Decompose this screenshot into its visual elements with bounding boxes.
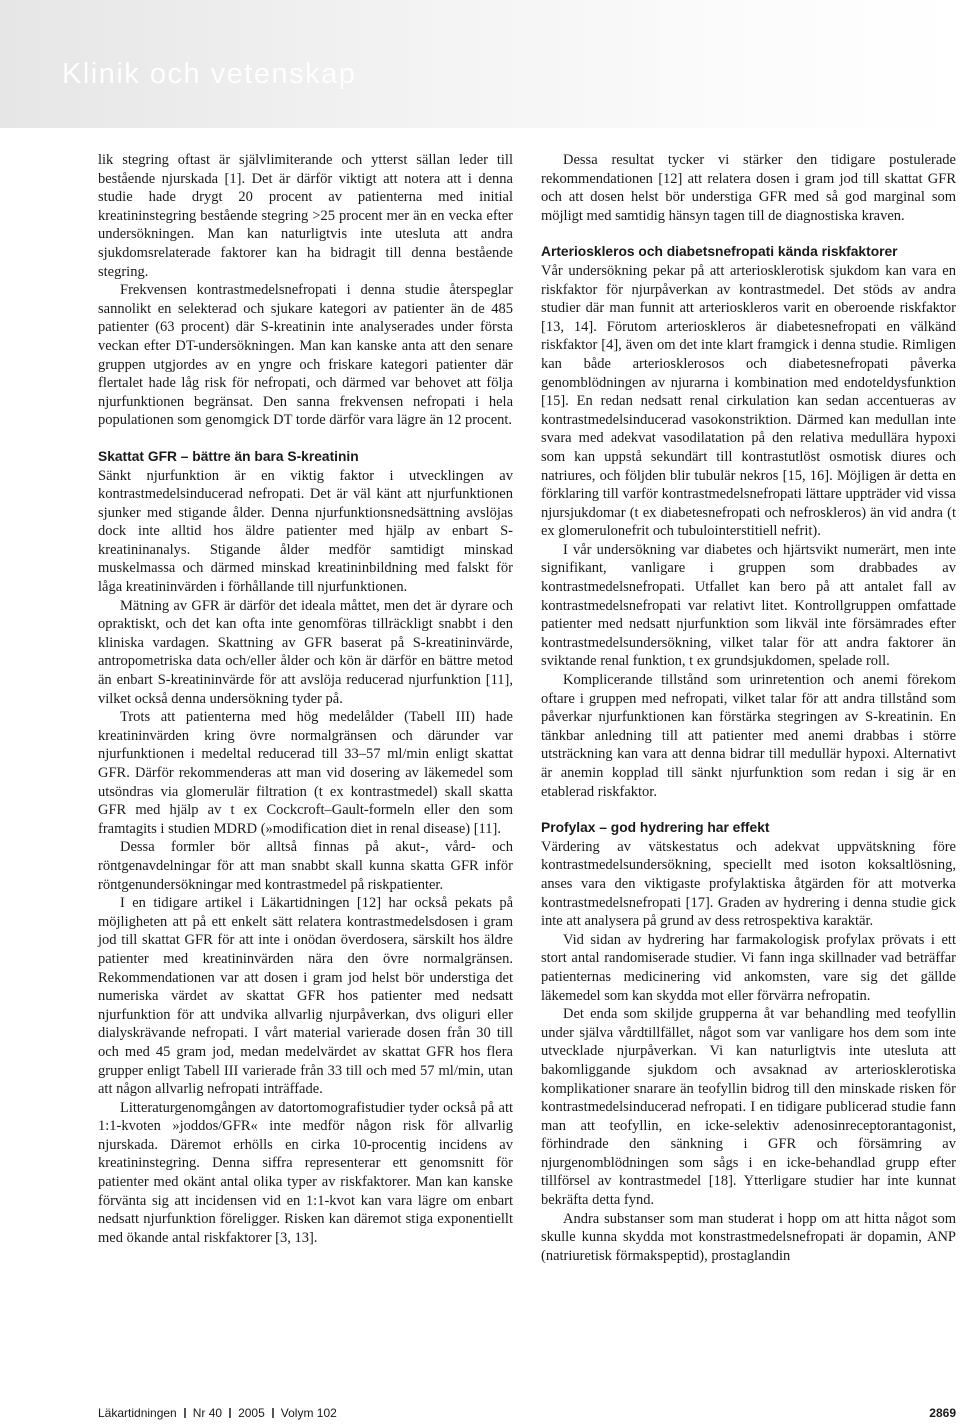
paragraph: Frekvensen kontrastmedelsnefropati i denna studie återspeglar sannolikt en selekterad och sjukare kategori av patienter än de 485 patienter (63 procent) där S-kreatinin inte analyserades under första veckan efter DT-undersökningen. Man kan kanske anta att den senare gruppen utgjordes av en yngre och friskare kategori patienter där flertalet hade låg risk för nefropati, och därmed var behovet att följa njurfunktionen begränsat. Den sanna frekvensen nefropati i hela populationen som genomgick DT torde därför vara lägre än 12 procent. xyxy=(98,282,513,429)
separator xyxy=(184,1408,186,1418)
subheading: Profylax – god hydrering har effekt xyxy=(541,820,770,836)
paragraph: Andra substanser som man studerat i hopp om att hitta något som skulle kunna skydda mot konstrastmedelsnefropati är dopamin, ANP (natriuretisk förmakspeptid), prostaglandin xyxy=(541,1210,956,1264)
right-column xyxy=(541,151,956,1265)
section-header-band xyxy=(0,0,960,128)
journal-name: Läkartidningen xyxy=(98,1406,177,1420)
paragraph: Komplicerande tillstånd som urinretention och anemi förekom oftare i gruppen med nefropati, vilket talar för att andra tillstånd som påverkar njurfunktionen kan förstärka stegringen av S-kreatinin. En tänkbar anledning till att patienter med anemi drabbas i större utsträckning kan vara att denna bidrar till medullär hypoxi. Alternativt är anemin kopplad till sänkt njurfunktion som redan i sig är en etablerad riskfaktor. xyxy=(541,672,956,800)
paragraph: Litteraturgenomgången av datortomografistudier tyder också på att 1:1-kvoten »joddos/GFR« inte medför någon risk för allvarlig njurskada. Däremot erhölls en cirka 10-procentig incidens av kreatininstegring. Denna siffra representerar ett genomsnitt för patienter med okänt antal olika typer av riskfaktorer. Man kan kanske förvänta sig att incidensen vid en 1:1-kvot kan vara lägre om enbart nedsatt njurfunktion föreligger. Risken kan däremot stiga exponentiellt med ökande antal riskfaktorer [3, 13]. xyxy=(98,1099,513,1246)
subheading: Skattat GFR – bättre än bara S-kreatinin xyxy=(98,448,359,464)
page-number: 2869 xyxy=(929,1406,956,1420)
separator xyxy=(229,1408,231,1418)
paragraph: lik stegring oftast är självlimiterande och ytterst sällan leder till bestående njurskada [1]. Det är därför viktigt att notera att i denna studie hade drygt 20 procent av patienterna med initial kreatininstegring bestående stegring >25 procent mer än en vecka efter undersökningen. Man kan naturligtvis inte utesluta att andra sjukdomsrelaterade faktorer kan ha bidragit till denna bestående stegring. xyxy=(98,152,513,280)
issue-number: Nr 40 xyxy=(192,1406,223,1420)
separator xyxy=(272,1408,274,1418)
year: 2005 xyxy=(238,1406,265,1420)
paragraph: Värdering av vätskestatus och adekvat uppvätskning före kontrastmedelsundersökning, speciellt med isoton koksaltlösning, anses vara den viktigaste profylaktiska åtgärden för att motverka kontrastmedelsnefropati [17]. Graden av hydrering i denna studie gick inte att analysera på grund av dess retrospektiva karaktär. xyxy=(541,838,956,930)
subheading: Arterioskleros och diabetsnefropati kända riskfaktorer xyxy=(541,244,898,260)
paragraph: Vid sidan av hydrering har farmakologisk profylax prövats i ett stort antal randomiserade studier. Vi fann inga skillnader vad beträffar patienternas medicinering vid ankomsten, vare sig det gällde läkemedel som kan skydda mot eller förvärra nefropatin. xyxy=(541,931,956,1004)
paragraph: Sänkt njurfunktion är en viktig faktor i utvecklingen av kontrastmedelsinducerad nefropati. Det är väl känt att njurfunktionen sjunker med stigande ålder. Denna njurfunktionsnedsättning avslöjas dock inte alltid hos äldre patienter med hjälp av enbart S-kreatininanalys. Stigande ålder medför samtidigt minskad muskelmassa och därmed minskad kreatininbildning med falskt för låga kreatininvärden i förhållande till njurfunktionen. xyxy=(98,467,513,596)
paragraph: Dessa formler bör alltså finnas på akut-, vård- och röntgenavdelningar för att man snabbt skall kunna skatta GFR inför röntgenundersökningar med kontrastmedel på riskpatienter. xyxy=(98,839,513,893)
footer-citation xyxy=(98,1406,337,1420)
left-column xyxy=(98,151,513,1247)
paragraph: I vår undersökning var diabetes och hjärtsvikt numerärt, men inte signifikant, vanligare i gruppen som drabbades av kontrastmedelsnefropati. Utfallet kan bero på att antalet fall av kontrastmedelsnefropati var relativt litet. Kontrollgruppen omfattade patienter med nedsatt njurfunktion som likväl inte försämrades efter kontrastmedelsundersökning, vilket talar för att andra faktorer än sviktande renal funktion, t ex grundsjukdomen, spelade roll. xyxy=(541,541,956,670)
paragraph: Det enda som skiljde grupperna åt var behandling med teofyllin under själva vårdtillfället, något som var vanligare hos dem som inte utvecklade njurpåverkan. Vi kan naturligtvis inte utesluta att bakomliggande sjukdom och avsaknad av arteriosklerotiska komplikationer snarare än teofyllin bidrog till den minskade risken för kontrastmedelsinducerad nefropati. I en tidigare publicerad studie fann man att teofyllin, en icke-selektiv adenosinreceptorantagonist, förhindrade den sänkning i GFR och försämring av njurgenomblödningen som sågs i en icke-behandlad grupp efter tillförsel av kontrastmedel [18]. Ytterligare studier har inte kunnat bekräfta detta fynd. xyxy=(541,1006,956,1209)
paragraph: Dessa resultat tycker vi stärker den tidigare postulerade rekommendationen [12] att relatera dosen i gram jod till skattat GFR och att dosen helst bör understiga GFR med så god marginal som möjligt med samtidig hänsyn tagen till de diagnostiska kraven. xyxy=(541,152,956,224)
volume: Volym 102 xyxy=(280,1406,337,1420)
paragraph: Mätning av GFR är därför det ideala måttet, men det är dyrare och opraktiskt, och det kan ofta inte genomföras tillräckligt snabbt i den kliniska vardagen. Skattning av GFR baserat på S-kreatininvärde, antropometriska data och/eller ålder och kön är därför en bättre metod än enbart S-kreatininvärde för att avslöja reducerad njurfunktion [11], vilket också denna undersökning tyder på. xyxy=(98,597,513,707)
paragraph: Vår undersökning pekar på att arteriosklerotisk sjukdom kan vara en riskfaktor för njurpåverkan av kontrastmedel. Det stöds av andra studier där man funnit att arterioskleros varit en oberoende riskfaktor [13, 14]. Förutom arterioskleros är diabetesnefropati en välkänd riskfaktor [4], även om det inte klart framgick i denna studie. Rimligen kan både arteriosklerosos och diabetesnefropati påverka genomblödningen av njurarna i kombination med endoteldysfunktion [15]. En redan nedsatt renal cirkulation kan sedan accentueras av kontrastmedelsinducerad vasokonstriktion. Därmed kan medullan inte svara med adekvat vasodilatation på den relativa medullära hypoxi som kan uppstå sekundärt till kontrastutlöst osmotisk diures och natriures, och följden blir tubulär nekros [15, 16]. Möjligen är detta en förklaring till varför kontrastmedelsnefropati lättare uppträder vid vissa njursjukdomar (t ex diabetesnefropati och nefroskleros) än vid andra (t ex glomerulonefrit och tubulointerstitiell nefrit). xyxy=(541,262,956,540)
paragraph: I en tidigare artikel i Läkartidningen [12] har också pekats på möjligheten att på ett enkelt sätt relatera kontrastmedelsdosen i gram jod till skattat GFR för att inte i onödan överdosera, särskilt hos äldre patienter med kreatininvärden nära den övre normalgränsen. Rekommendationen var att dosen i gram jod helst bör understiga det numeriska värdet av skattat GFR hos patienter med nedsatt njurfunktion för att undvika allvarlig njurpåverkan, dvs oliguri eller dialyskrävande nefropati. I vårt material varierade dosen från 30 till och med 45 gram jod, medan medelvärdet av skattat GFR hos flera grupper enligt Tabell III varierade från 33 till och med 57 ml/min, utan att någon allvarlig nefropati inträffade. xyxy=(98,895,513,1098)
paragraph: Trots att patienterna med hög medelålder (Tabell III) hade kreatininvärden kring övre normalgränsen och därunder var njurfunktionen i medeltal reducerad till 33–57 ml/min enligt skattat GFR. Därför rekommenderas att man vid dosering av läkemedel som utsöndras via glomerulär filtration (t ex kontrastmedel) skall skatta GFR med hjälp av t ex Cockcroft–Gault-formeln eller den som framtagits i studien MDRD (»modification diet in renal disease) [11]. xyxy=(98,709,513,837)
section-title: Klinik och vetenskap xyxy=(62,58,357,90)
